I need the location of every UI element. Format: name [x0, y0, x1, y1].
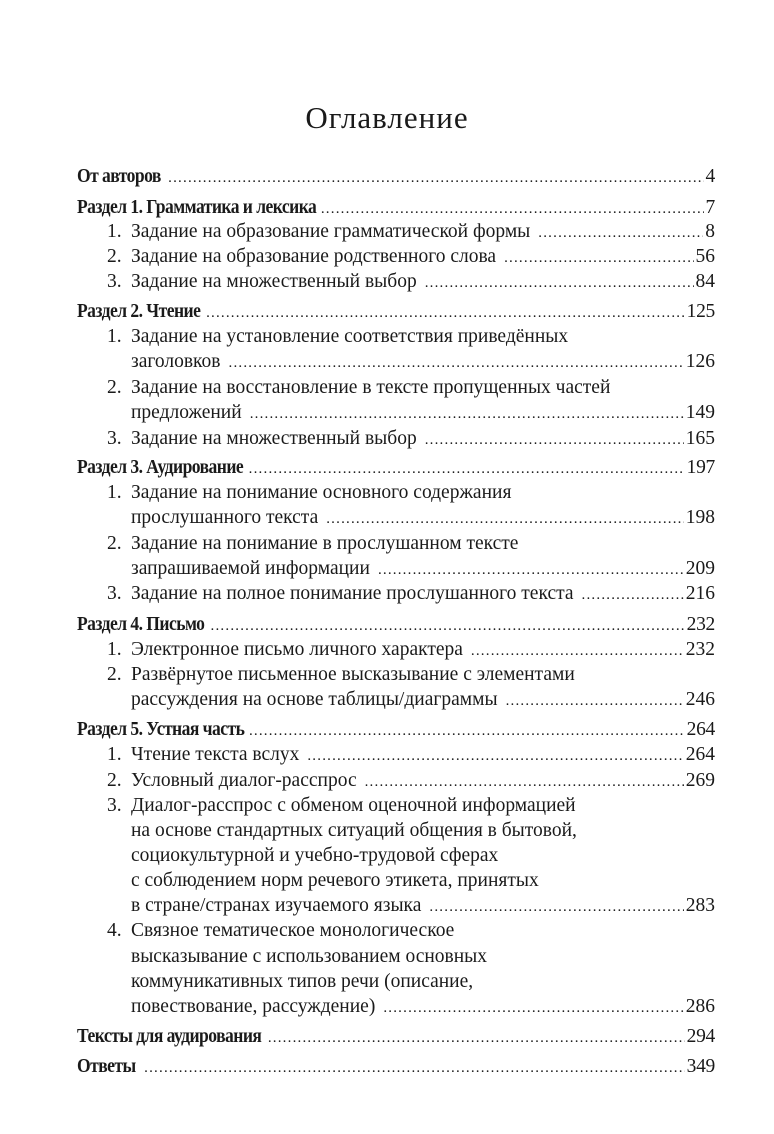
dot-leader	[168, 166, 703, 190]
entry-title: Раздел 4. Письмо	[77, 614, 205, 635]
entry-title: Раздел 1. Грамматика и лексика	[77, 197, 317, 218]
entry-number: 2.	[107, 246, 122, 267]
toc-entry[interactable]	[77, 769, 715, 793]
toc-entry[interactable]	[77, 688, 715, 712]
toc-entry[interactable]	[77, 325, 715, 349]
entry-title: Задание на множественный выбор	[131, 271, 417, 292]
entry-number: 4.	[107, 920, 122, 941]
page-number: 149	[685, 402, 715, 423]
entry-number: 2.	[107, 377, 122, 398]
page-number: 269	[685, 770, 715, 791]
toc-entry[interactable]	[77, 638, 715, 662]
dot-leader	[383, 996, 683, 1020]
entry-title: Задание на множественный выбор	[131, 428, 417, 449]
page-title: Оглавление	[305, 100, 469, 135]
dot-leader	[582, 583, 684, 607]
toc-entry[interactable]	[77, 582, 715, 606]
entry-number: 2.	[107, 770, 122, 791]
page-number: 294	[686, 1026, 715, 1047]
entry-title: Связное тематическое монологическое	[131, 920, 455, 941]
toc-entry[interactable]	[77, 427, 715, 451]
entry-title: рассуждения на основе таблицы/диаграммы	[131, 689, 498, 710]
toc-entry[interactable]	[77, 456, 715, 480]
toc-entry[interactable]	[77, 506, 715, 530]
toc-entry[interactable]	[77, 794, 715, 818]
toc-entry[interactable]	[77, 532, 715, 556]
toc-entry[interactable]	[77, 970, 715, 994]
dot-leader	[378, 558, 684, 582]
page-number: 209	[685, 558, 715, 579]
entry-title: предложений	[131, 402, 242, 423]
entry-title: Задание на образование грамматической формы	[131, 221, 531, 242]
entry-title: на основе стандартных ситуаций общения в бытовой,	[131, 820, 577, 841]
toc-entry[interactable]	[77, 1055, 715, 1079]
toc-entry[interactable]	[77, 165, 715, 189]
entry-title: с соблюдением норм речевого этикета, принятых	[131, 870, 539, 891]
entry-title: Чтение текста вслух	[131, 744, 300, 765]
entry-number: 1.	[107, 326, 122, 347]
dot-leader	[144, 1056, 685, 1080]
page-number: 125	[686, 301, 715, 322]
toc-entry[interactable]	[77, 300, 715, 324]
entry-number: 1.	[107, 221, 122, 242]
toc-entry[interactable]	[77, 196, 715, 220]
toc-entry[interactable]	[77, 869, 715, 893]
entry-number: 1.	[107, 639, 122, 660]
toc-entry[interactable]	[77, 663, 715, 687]
page-number: 7	[705, 197, 715, 218]
dot-leader	[471, 639, 684, 663]
toc-entry[interactable]	[77, 945, 715, 969]
toc-entry[interactable]	[77, 894, 715, 918]
entry-title: заголовков	[131, 351, 221, 372]
toc-entry[interactable]	[77, 481, 715, 505]
entry-title: социокультурной и учебно-трудовой сферах	[131, 845, 499, 866]
entry-title: Тексты для аудирования	[77, 1026, 262, 1047]
page-number: 197	[686, 457, 715, 478]
entry-number: 3.	[107, 428, 122, 449]
toc-entry[interactable]	[77, 220, 715, 244]
entry-title: Диалог-расспрос с обменом оценочной информацией	[131, 795, 576, 816]
entry-title: коммуникативных типов речи (описание,	[131, 971, 474, 992]
toc-entry[interactable]	[77, 557, 715, 581]
page-number: 216	[685, 583, 715, 604]
dot-leader	[229, 351, 684, 375]
entry-title: Раздел 3. Аудирование	[77, 457, 244, 478]
entry-title: Раздел 5. Устная часть	[77, 719, 245, 740]
toc-entry[interactable]	[77, 376, 715, 400]
dot-leader	[538, 221, 703, 245]
dot-leader	[506, 689, 684, 713]
entry-title: Задание на образование родственного слова	[131, 246, 497, 267]
toc-entry[interactable]	[77, 245, 715, 269]
page-number: 198	[685, 507, 715, 528]
dot-leader	[425, 271, 694, 295]
page-number: 126	[685, 351, 715, 372]
entry-number: 3.	[107, 583, 122, 604]
toc-entry[interactable]	[77, 919, 715, 943]
toc-entry[interactable]	[77, 819, 715, 843]
entry-title: прослушанного текста	[131, 507, 319, 528]
dot-leader	[321, 197, 704, 221]
entry-number: 3.	[107, 271, 122, 292]
page-number: 349	[686, 1056, 715, 1077]
entry-number: 2.	[107, 664, 122, 685]
dot-leader	[429, 895, 683, 919]
page-number: 232	[685, 639, 715, 660]
toc-entry[interactable]	[77, 401, 715, 425]
entry-title: высказывание с использованием основных	[131, 946, 488, 967]
entry-title: Задание на установление соответствия приведённых	[131, 326, 569, 347]
dot-leader	[504, 246, 693, 270]
toc-entry[interactable]	[77, 350, 715, 374]
entry-number: 1.	[107, 482, 122, 503]
entry-title: От авторов	[77, 166, 161, 187]
page-number: 246	[685, 689, 715, 710]
entry-title: в стране/странах изучаемого языка	[131, 895, 422, 916]
entry-number: 2.	[107, 533, 122, 554]
toc-entry[interactable]	[77, 743, 715, 767]
page-number: 264	[685, 744, 715, 765]
dot-leader	[425, 428, 684, 452]
page-number: 84	[695, 271, 715, 292]
dot-leader	[326, 507, 684, 531]
dot-leader	[249, 719, 685, 743]
page-number: 8	[705, 221, 715, 242]
dot-leader	[365, 770, 684, 794]
page-number: 4	[705, 166, 715, 187]
page-number: 56	[695, 246, 715, 267]
page-number: 232	[686, 614, 715, 635]
page-number: 286	[685, 996, 715, 1017]
toc-entry[interactable]	[77, 718, 715, 742]
toc-entry[interactable]	[77, 270, 715, 294]
toc-entry[interactable]	[77, 1025, 715, 1049]
entry-title: повествование, рассуждение)	[131, 996, 376, 1017]
entry-title: Задание на восстановление в тексте пропущенных частей	[131, 377, 611, 398]
page-number: 264	[686, 719, 715, 740]
dot-leader	[268, 1026, 685, 1050]
entry-title: Задание на полное понимание прослушанного текста	[131, 583, 574, 604]
dot-leader	[249, 457, 685, 481]
toc-entry[interactable]	[77, 995, 715, 1019]
entry-title: Электронное письмо личного характера	[131, 639, 463, 660]
dot-leader	[250, 402, 684, 426]
entry-number: 3.	[107, 795, 122, 816]
dot-leader	[211, 614, 685, 638]
dot-leader	[206, 301, 685, 325]
entry-number: 1.	[107, 744, 122, 765]
entry-title: запрашиваемой информации	[131, 558, 370, 579]
entry-title: Развёрнутое письменное высказывание с элементами	[131, 664, 575, 685]
page-number: 283	[685, 895, 715, 916]
entry-title: Раздел 2. Чтение	[77, 301, 201, 322]
toc-entry[interactable]	[77, 613, 715, 637]
page-number: 165	[685, 428, 715, 449]
entry-title: Задание на понимание основного содержания	[131, 482, 512, 503]
toc-entry[interactable]	[77, 844, 715, 868]
entry-title: Условный диалог-расспрос	[131, 770, 357, 791]
entry-title: Задание на понимание в прослушанном тексте	[131, 533, 519, 554]
entry-title: Ответы	[77, 1056, 136, 1077]
dot-leader	[307, 744, 683, 768]
